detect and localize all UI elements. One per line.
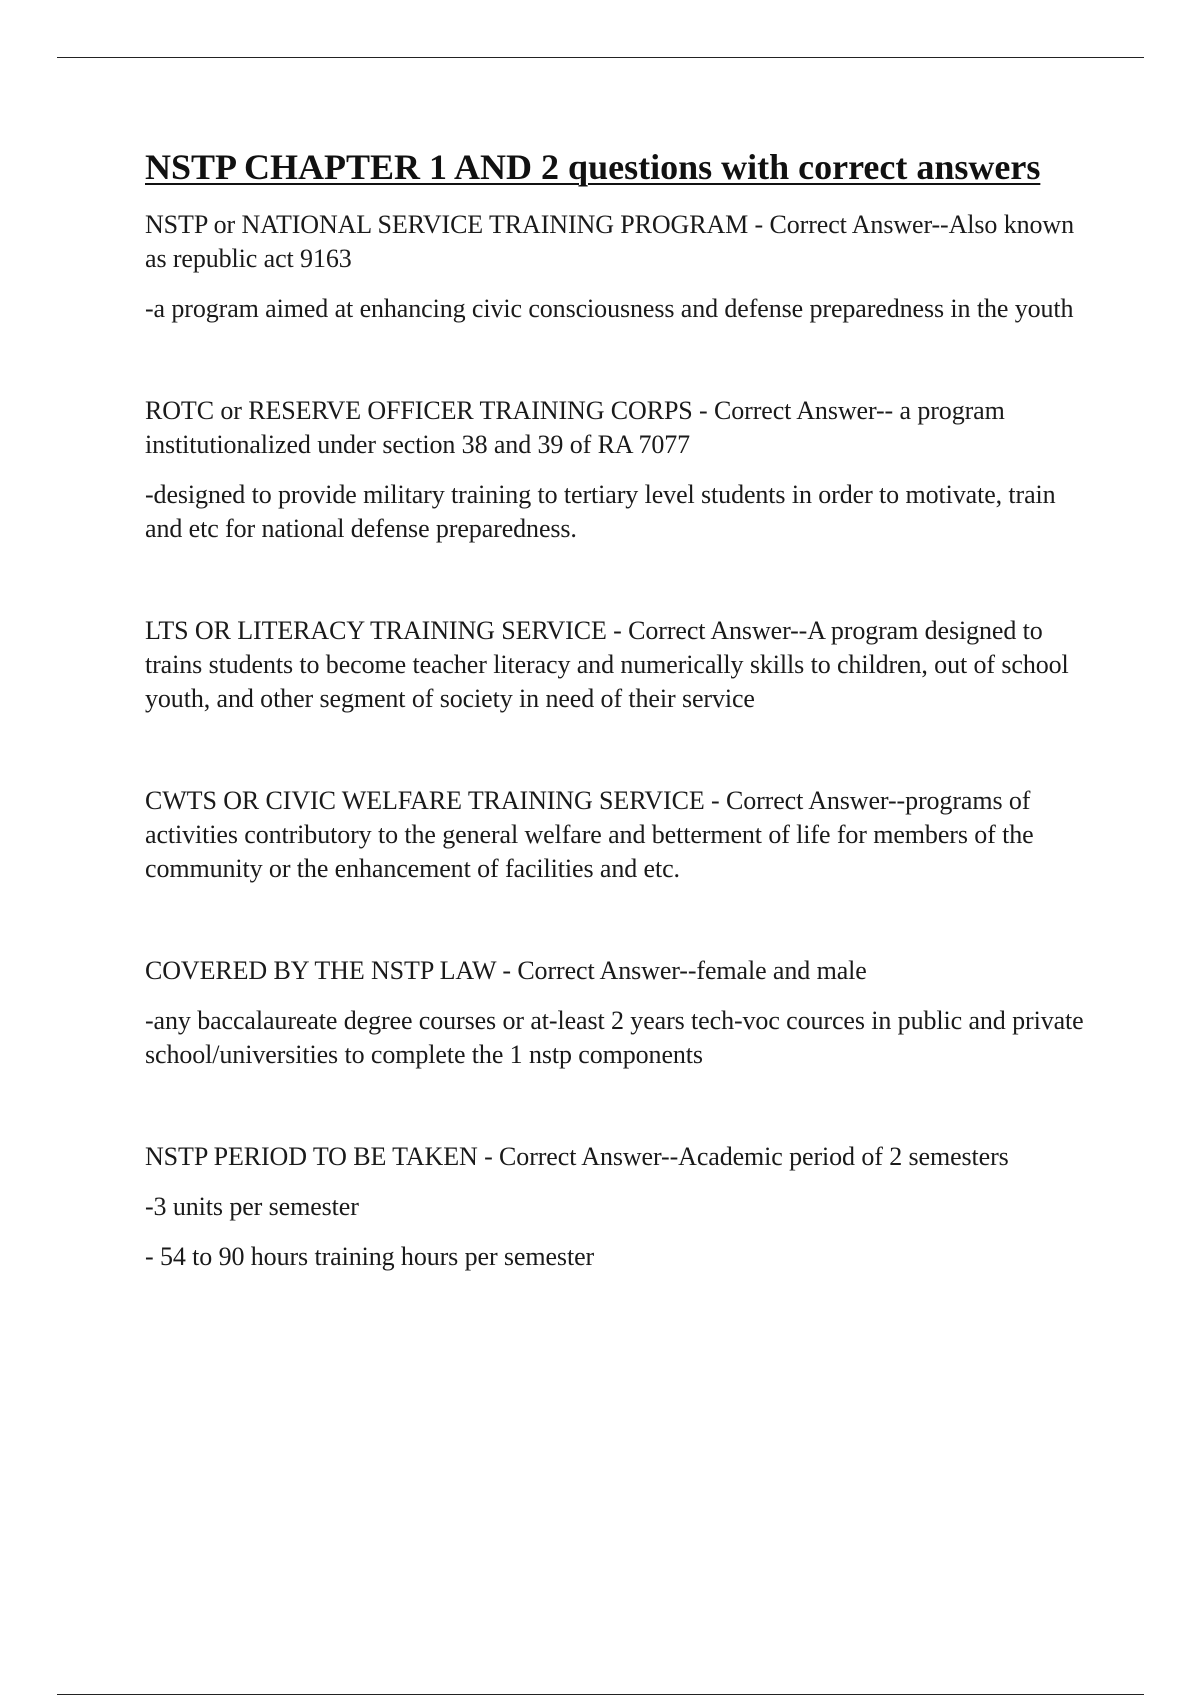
question-answer: ROTC or RESERVE OFFICER TRAINING CORPS - Correct Answer-- a program institutionalized under section 38 and 39 of RA 7077 — [145, 396, 1005, 459]
qa-entry-period — [145, 1140, 1095, 1274]
answer-detail: - 54 to 90 hours training hours per semester — [145, 1242, 595, 1271]
question-answer: LTS OR LITERACY TRAINING SERVICE - Correct Answer--A program designed to trains students to become teacher literacy and numerically skills to children, out of school youth, and other segment of society in need of their service — [145, 616, 1069, 713]
question-answer: NSTP or NATIONAL SERVICE TRAINING PROGRAM - Correct Answer--Also known as republic act 9163 — [145, 210, 1075, 273]
question-answer: NSTP PERIOD TO BE TAKEN - Correct Answer--Academic period of 2 semesters — [145, 1142, 1009, 1171]
qa-entry-rotc — [145, 394, 1095, 546]
document-body — [145, 142, 1095, 1274]
qa-entry-cwts — [145, 784, 1095, 886]
qa-entry-nstp — [145, 208, 1095, 326]
question-answer: CWTS OR CIVIC WELFARE TRAINING SERVICE - Correct Answer--programs of activities contributory to the general welfare and betterment of life for members of the community or the enhancement of facilities and etc. — [145, 786, 1034, 883]
qa-entry-lts — [145, 614, 1095, 716]
answer-detail: -a program aimed at enhancing civic consciousness and defense preparedness in the youth — [145, 294, 1074, 323]
bottom-divider — [57, 1694, 1144, 1695]
document-title: NSTP CHAPTER 1 AND 2 questions with correct answers — [145, 147, 1041, 187]
answer-detail: -any baccalaureate degree courses or at-least 2 years tech-voc cources in public and private school/universities to complete the 1 nstp components — [145, 1006, 1084, 1069]
top-divider — [57, 57, 1144, 58]
question-answer: COVERED BY THE NSTP LAW - Correct Answer--female and male — [145, 956, 867, 985]
answer-detail: -3 units per semester — [145, 1192, 359, 1221]
answer-detail: -designed to provide military training to tertiary level students in order to motivate, train and etc for national defense preparedness. — [145, 480, 1056, 543]
qa-entry-coverage — [145, 954, 1095, 1072]
